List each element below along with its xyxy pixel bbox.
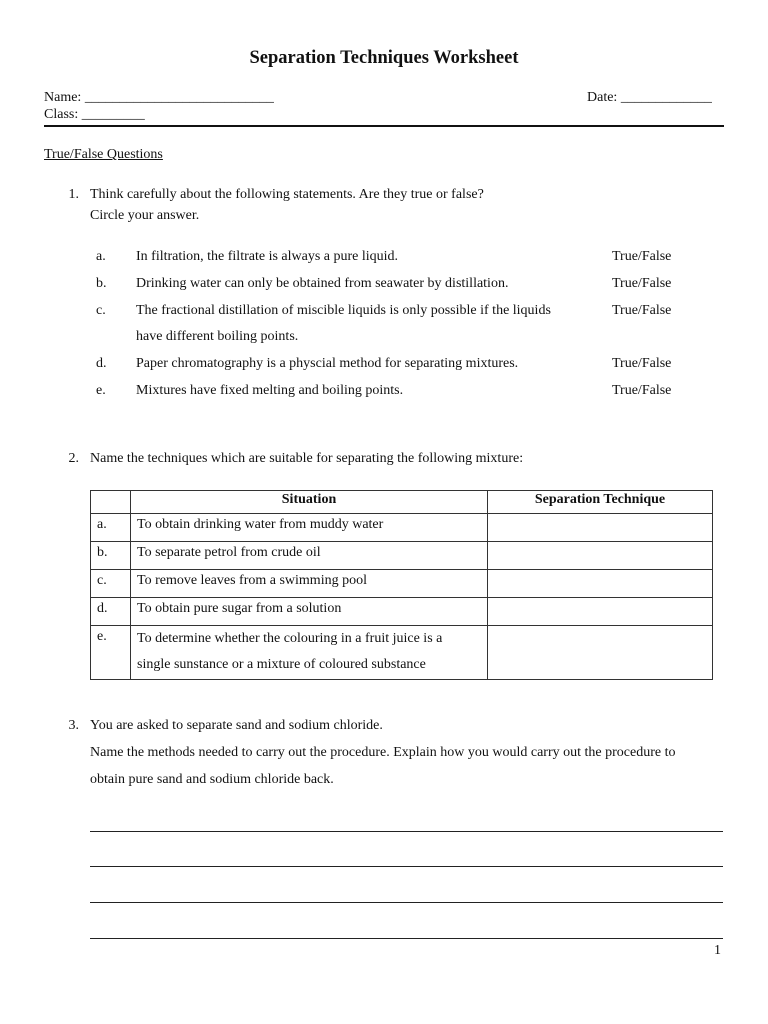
q1-item-true-false[interactable]: True/False (612, 249, 672, 264)
q1-item-true-false[interactable]: True/False (612, 383, 672, 398)
q1-prompt-instruction: Circle your answer. (90, 208, 200, 223)
q3-prompt: You are asked to separate sand and sodium chloride. (90, 718, 383, 733)
table-row (91, 598, 713, 626)
answer-line[interactable] (90, 866, 723, 867)
row-situation-line: To determine whether the colouring in a fruit juice is a (137, 631, 443, 646)
row-letter: e. (91, 626, 131, 680)
row-situation (131, 626, 488, 680)
row-situation-line: single sunstance or a mixture of coloured substance (137, 657, 426, 672)
q3-prompt-instruction-continued: obtain pure sand and sodium chloride back. (90, 772, 334, 787)
header-divider (44, 125, 724, 127)
table-header-situation: Situation (131, 491, 488, 514)
q1-item-letter: b. (96, 276, 107, 291)
date-field-label: Date: _____________ (587, 90, 712, 105)
q1-item-statement-continued: have different boiling points. (136, 329, 299, 344)
q1-item-letter: e. (96, 383, 106, 398)
table-header-row (91, 491, 713, 514)
row-technique-answer-cell[interactable] (488, 570, 713, 598)
table-row (91, 626, 713, 680)
section-heading: True/False Questions (44, 147, 163, 162)
table-row (91, 542, 713, 570)
row-situation: To obtain drinking water from muddy water (131, 514, 488, 542)
class-field-label: Class: _________ (44, 107, 145, 122)
q1-item-letter: d. (96, 356, 107, 371)
q1-prompt: Think carefully about the following statements. Are they true or false? (90, 187, 484, 202)
separation-table (90, 490, 713, 680)
q1-item-letter: c. (96, 303, 106, 318)
row-technique-answer-cell[interactable] (488, 514, 713, 542)
q1-item-statement: In filtration, the filtrate is always a pure liquid. (136, 249, 399, 264)
table-header-blank (91, 491, 131, 514)
q3-number: 3. (68, 718, 79, 733)
row-technique-answer-cell[interactable] (488, 598, 713, 626)
q1-item-statement: Mixtures have fixed melting and boiling points. (136, 383, 404, 398)
answer-line[interactable] (90, 902, 723, 903)
row-letter: d. (91, 598, 131, 626)
q1-number: 1. (68, 187, 79, 202)
row-letter: a. (91, 514, 131, 542)
name-field-label: Name: ___________________________ (44, 90, 274, 105)
q1-item-statement: Paper chromatography is a physcial method for separating mixtures. (136, 356, 519, 371)
q1-item-statement: Drinking water can only be obtained from seawater by distillation. (136, 276, 509, 291)
row-situation: To obtain pure sugar from a solution (131, 598, 488, 626)
table-header-technique: Separation Technique (488, 491, 713, 514)
q1-item-true-false[interactable]: True/False (612, 276, 672, 291)
row-technique-answer-cell[interactable] (488, 542, 713, 570)
q1-item-letter: a. (96, 249, 106, 264)
row-technique-answer-cell[interactable] (488, 626, 713, 680)
q3-prompt-instruction: Name the methods needed to carry out the procedure. Explain how you would carry out the procedure to (90, 745, 676, 760)
table-row (91, 514, 713, 542)
row-letter: b. (91, 542, 131, 570)
answer-line[interactable] (90, 831, 723, 832)
worksheet-title: Separation Techniques Worksheet (249, 48, 519, 68)
q2-prompt: Name the techniques which are suitable for separating the following mixture: (90, 451, 524, 466)
table-row (91, 570, 713, 598)
q1-item-true-false[interactable]: True/False (612, 356, 672, 371)
q1-item-true-false[interactable]: True/False (612, 303, 672, 318)
row-letter: c. (91, 570, 131, 598)
answer-line[interactable] (90, 938, 723, 939)
row-situation: To remove leaves from a swimming pool (131, 570, 488, 598)
q1-item-statement: The fractional distillation of miscible liquids is only possible if the liquids (136, 303, 551, 318)
q2-number: 2. (68, 451, 79, 466)
row-situation: To separate petrol from crude oil (131, 542, 488, 570)
page-number: 1 (714, 943, 721, 958)
